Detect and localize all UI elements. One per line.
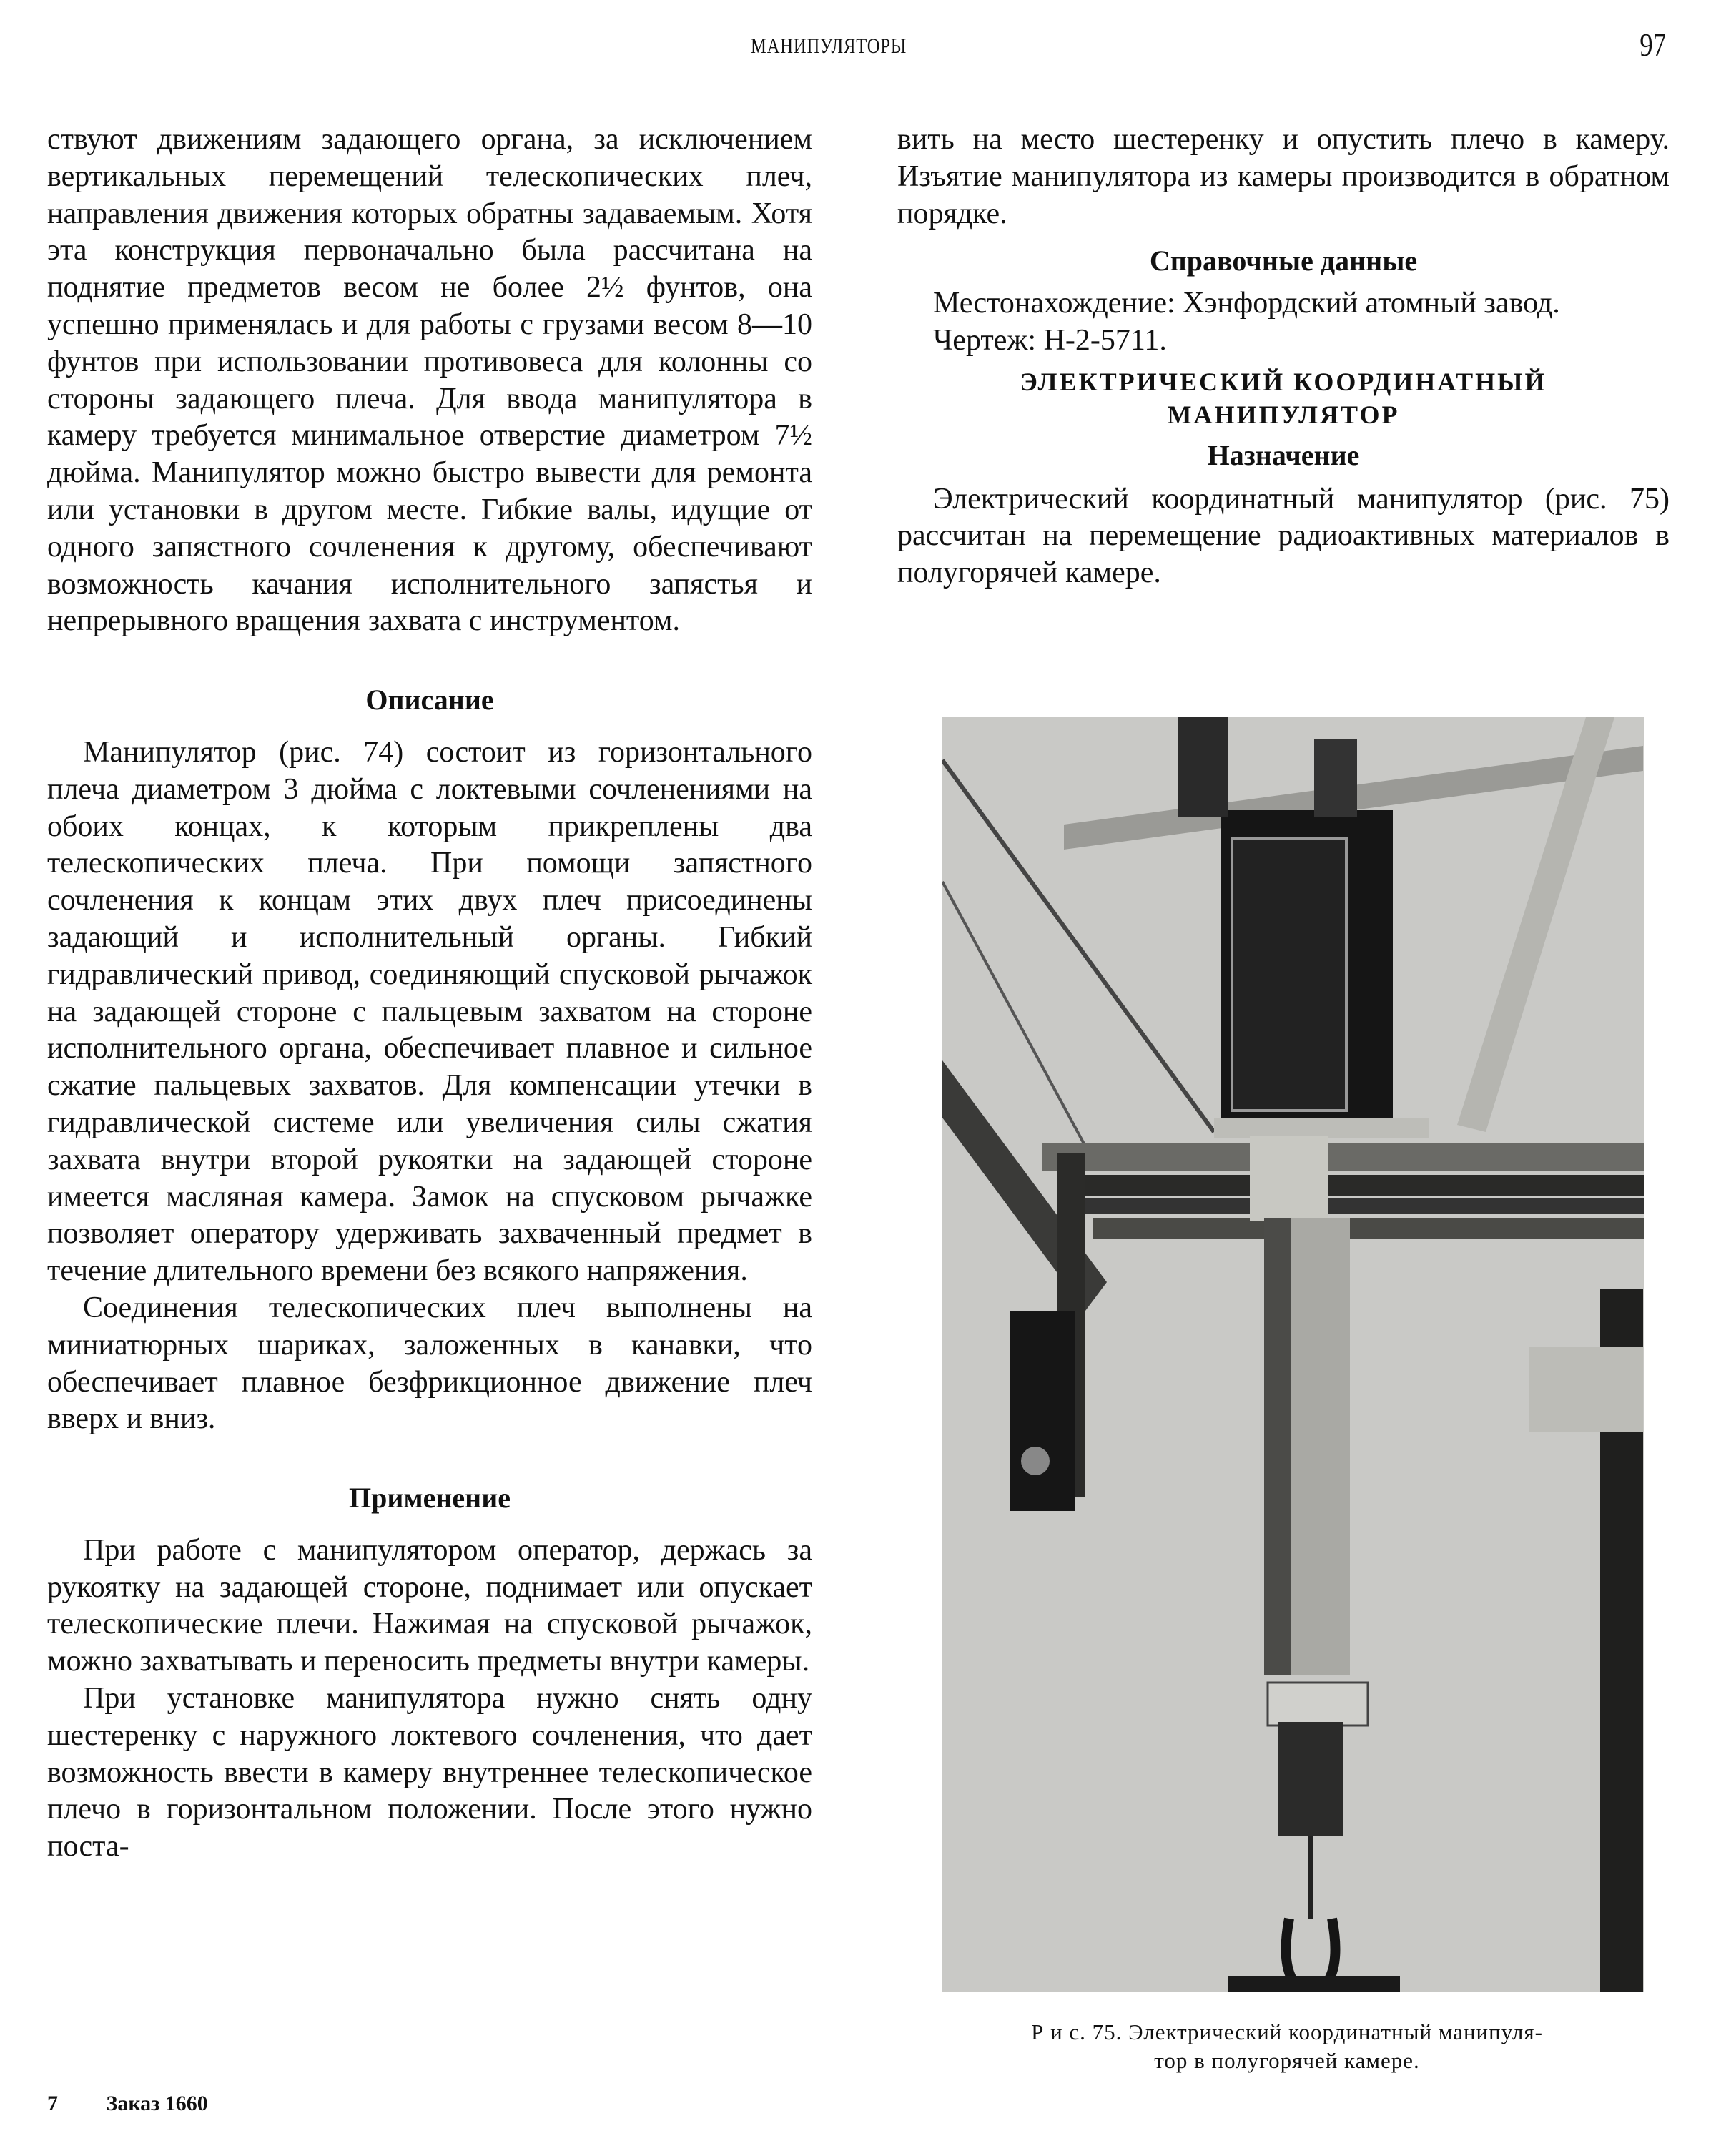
section-heading-application: Применение [348, 1482, 511, 1515]
continued-paragraph: вить на место шестеренку и опустить плечо в камеру. Изъятие манипулятора из камеры производится в обратном порядке. [897, 123, 1670, 230]
page-footer [47, 2092, 251, 2116]
chapter-title-line-2: МАНИПУЛЯТОР [1167, 400, 1400, 429]
signature-mark: 7 [47, 2092, 58, 2115]
page-header [0, 26, 1716, 69]
chapter-title-line-1: ЭЛЕКТРИЧЕСКИЙ КООРДИНАТНЫЙ [1020, 367, 1547, 396]
reference-location: Местонахождение: Хэнфордский атомный завод. [933, 287, 1560, 320]
application-paragraph-1: При работе с манипулятором оператор, держась за рукоятку на задающей стороне, поднимает или опускает телескопические плечи. Нажимая на спусковой рычажок, можно захватывать и переносить предметы внутри камеры. [47, 1533, 812, 1678]
continued-paragraph: ствуют движениям задающего органа, за исключением вертикальных перемещений телескопических плеч, направления движения которых обратны задаваемым. Хотя эта конструкция первоначально была рассчитана на поднятие предметов весом не более 2½ фунтов, она успешно применялась и для работы с грузами весом 8—10 фунтов при использовании противовеса для колонны со стороны задающего плеча. Для ввода манипулятора в камеру требуется минимальное отверстие диаметром 7½ дюйма. Манипулятор можно быстро вывести для ремонта или установки в другом месте. Гибкие валы, идущие от одного запястного сочленения к другому, обеспечивают возможность качания исполнительного запястья и непрерывного вращения захвата с инструментом. [47, 123, 812, 638]
description-paragraph-1: Манипулятор (рис. 74) состоит из горизонтального плеча диаметром 3 дюйма с локтевыми сочленениями на обоих концах, к которым прикреплены два телескопических плеча. При помощи запястного сочленения к концам этих двух плеч присоединены задающий и исполнительный органы. Гибкий гидравлический привод, соединяющий спусковой рычажок на задающей стороне с пальцевым захватом на стороне исполнительного органа, обеспечивает плавное и сильное сжатие пальцевых захватов. Для компенсации утечки в гидравлической системе или увеличения силы сжатия захвата внутри второй рукоятки на задающей стороне имеется масляная камера. Замок на спусковом рычажке позволяет оператору удерживать захваченный предмет в течение длительного времени без всякого напряжения. [47, 735, 812, 1288]
print-order: Заказ 1660 [106, 2092, 208, 2115]
section-heading-description: Описание [365, 684, 494, 717]
application-paragraph-2: При установке манипулятора нужно снять одну шестеренку с наружного локтевого сочленения, что дает возможность ввести в камеру внутреннее телескопическое плечо в горизонтальном положении. После этого нужно поста- [47, 1682, 812, 1864]
right-column [897, 122, 1670, 592]
page-number: 97 [1639, 26, 1666, 63]
figure-75-photo [942, 717, 1644, 1992]
purpose-paragraph: Электрический координатный манипулятор (рис. 75) рассчитан на перемещение радиоактивных материалов в полугорячей камере. [897, 482, 1670, 590]
reference-drawing: Чертеж: Н-2-5711. [933, 323, 1167, 357]
section-heading-reference: Справочные данные [1149, 245, 1418, 277]
left-column [47, 122, 812, 1866]
figure-caption [901, 2018, 1673, 2075]
caption-line-2: тор в полугорячей камере. [1154, 2048, 1420, 2073]
running-head: МАНИПУЛЯТОРЫ [751, 34, 907, 58]
section-heading-purpose: Назначение [1207, 438, 1360, 471]
caption-line-1: Р и с. 75. Электрический координатный манипуля- [1031, 2019, 1543, 2044]
description-paragraph-2: Соединения телескопических плеч выполнены на миниатюрных шариках, заложенных в канавки, что обеспечивает плавное безфрикционное движение плеч вверх и вниз. [47, 1291, 812, 1436]
manipulator-photo-illustration [942, 717, 1644, 1992]
